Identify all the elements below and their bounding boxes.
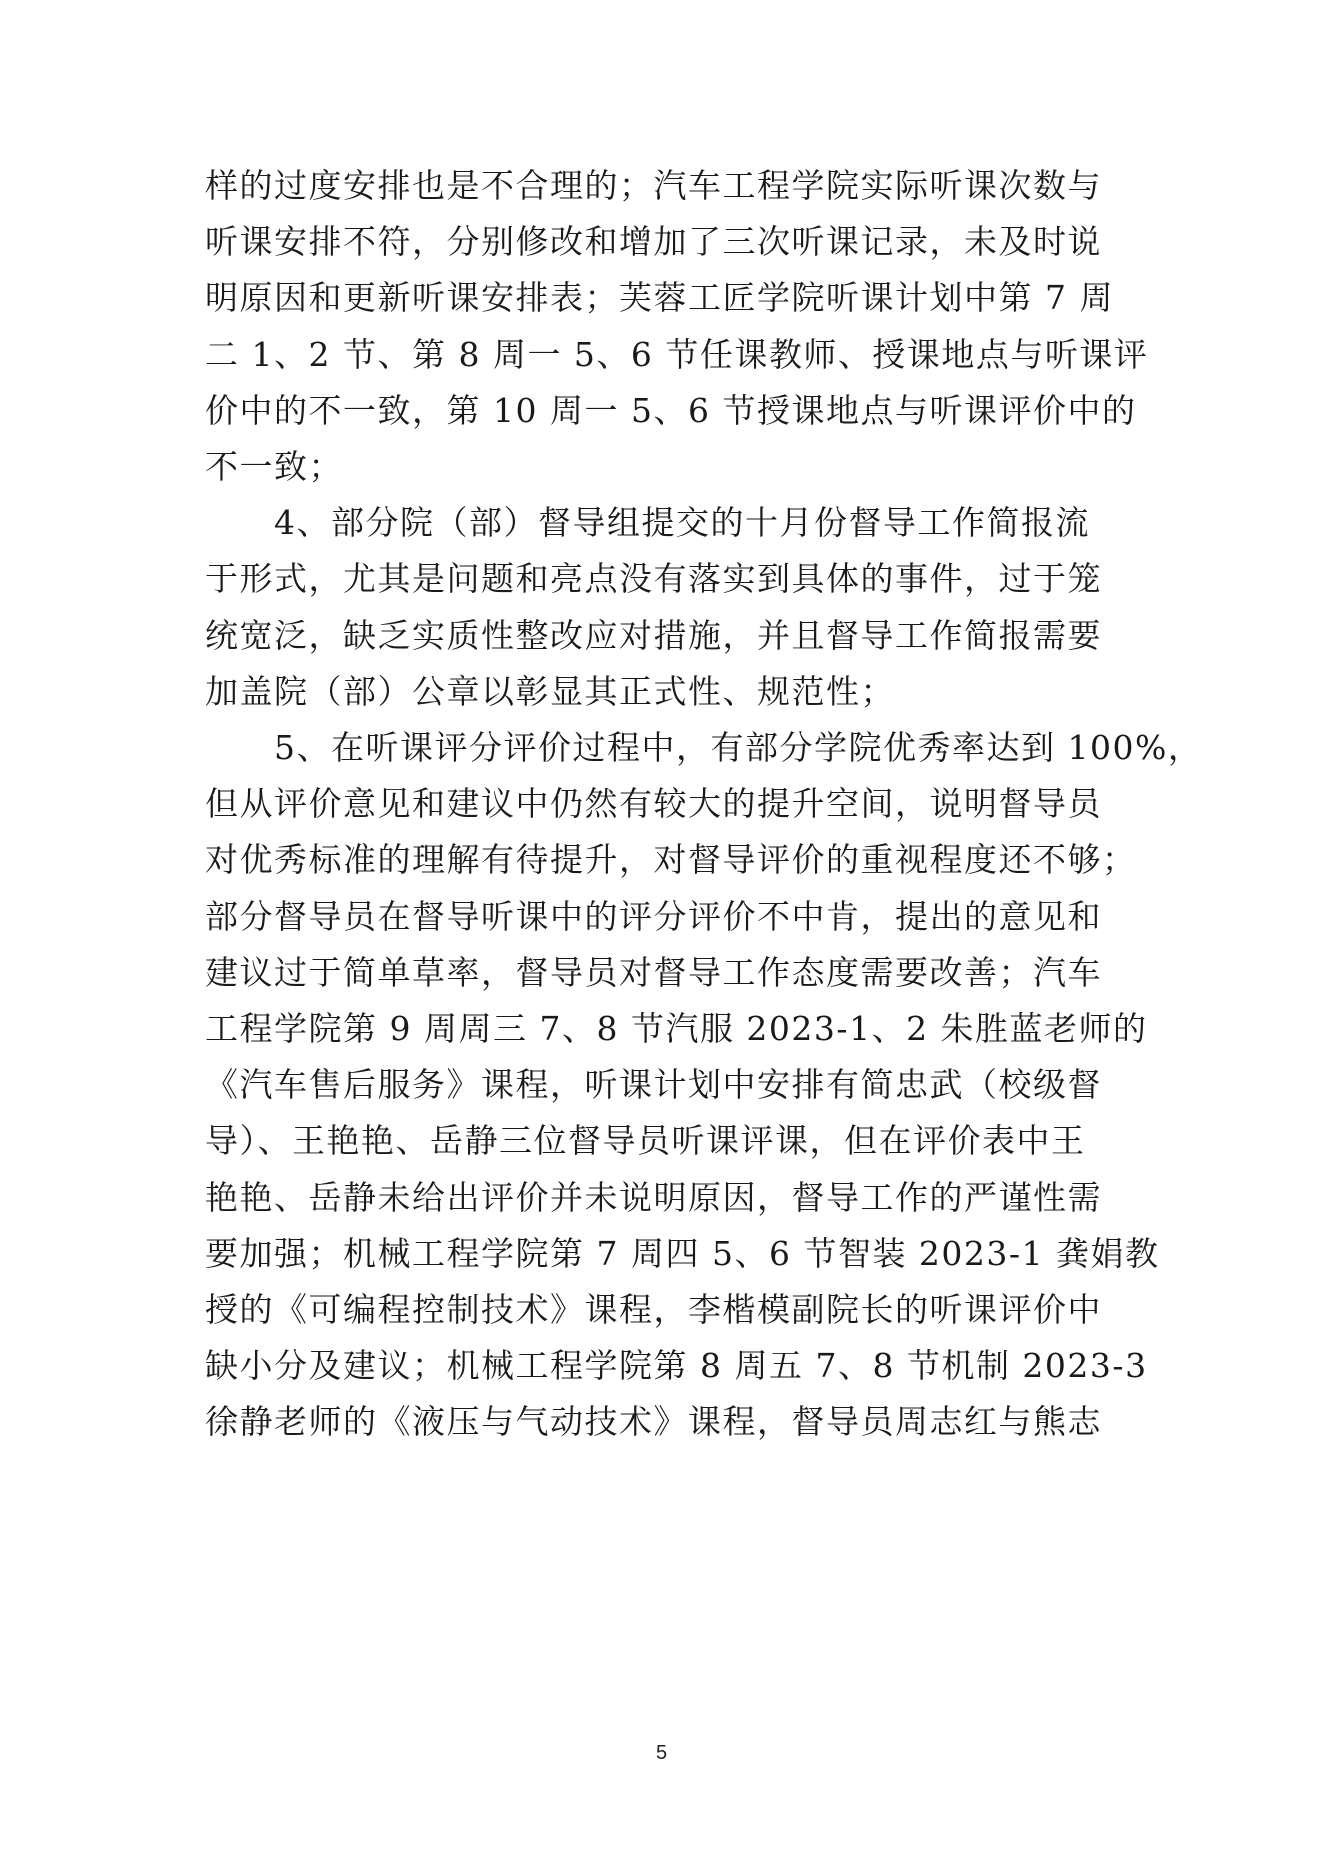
text-line: 要加强；机械工程学院第 7 周四 5、6 节智装 2023-1 龚娟教 [205, 1233, 1160, 1273]
text-line: 不一致； [205, 447, 343, 486]
text-line: 明原因和更新听课安排表；芙蓉工匠学院听课计划中第 7 周 [205, 278, 1114, 318]
text-line: 徐静老师的《液压与气动技术》课程，督导员周志红与熊志 [205, 1402, 1102, 1442]
text-line: 工程学院第 9 周周三 7、8 节汽服 2023-1、2 朱胜蓝老师的 [205, 1009, 1148, 1048]
text-line: 对优秀标准的理解有待提升，对督导评价的重视程度还不够； [205, 840, 1137, 880]
paragraph-5-start: 5、在听课评分评价过程中，有部分学院优秀率达到 100%， [205, 728, 1203, 767]
paragraph-4-start: 4、部分院（部）督导组提交的十月份督导工作简报流 [205, 503, 1090, 543]
text-line: 样的过度安排也是不合理的；汽车工程学院实际听课次数与 [205, 166, 1102, 205]
page-number: 5 [655, 1742, 668, 1764]
text-line: 艳艳、岳静未给出评价并未说明原因，督导工作的严谨性需 [205, 1177, 1102, 1217]
text-line: 听课安排不符，分别修改和增加了三次听课记录，未及时说 [205, 222, 1102, 262]
text-line: 缺小分及建议；机械工程学院第 8 周五 7、8 节机制 2023-3 [205, 1346, 1148, 1386]
text-line: 建议过于简单草率，督导员对督导工作态度需要改善；汽车 [205, 952, 1102, 992]
text-line: 授的《可编程控制技术》课程，李楷模副院长的听课评价中 [205, 1290, 1102, 1329]
text-line: 统宽泛，缺乏实质性整改应对措施，并且督导工作简报需要 [205, 615, 1102, 655]
text-line: 价中的不一致，第 10 周一 5、6 节授课地点与听课评价中的 [205, 390, 1137, 430]
text-line: 二 1、2 节、第 8 周一 5、6 节任课教师、授课地点与听课评 [205, 334, 1149, 374]
text-line: 加盖院（部）公章以彰显其正式性、规范性； [205, 671, 895, 711]
text-line: 导）、王艳艳、岳静三位督导员听课评课，但在评价表中王 [205, 1121, 1086, 1161]
text-line: 《汽车售后服务》课程，听课计划中安排有简忠武（校级督 [205, 1065, 1102, 1105]
text-line: 于形式，尤其是问题和亮点没有落实到具体的事件，过于笼 [205, 559, 1102, 599]
text-line: 但从评价意见和建议中仍然有较大的提升空间，说明督导员 [205, 784, 1102, 824]
text-line: 部分督导员在督导听课中的评分评价不中肯，提出的意见和 [205, 896, 1102, 936]
